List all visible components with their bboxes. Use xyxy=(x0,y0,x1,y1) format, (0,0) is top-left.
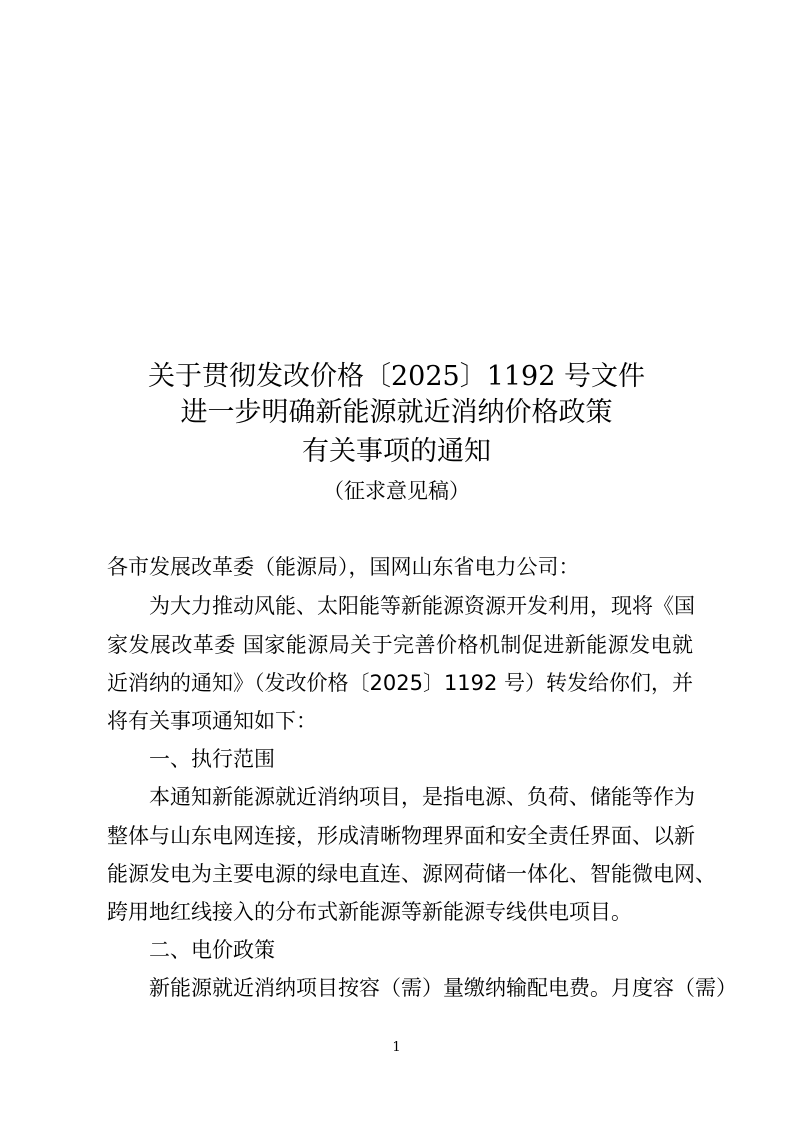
paragraph-line: 将有关事项通知如下： xyxy=(107,709,317,733)
salutation: 各市发展改革委（能源局），国网山东省电力公司： xyxy=(107,555,580,579)
title-subtitle: （征求意见稿） xyxy=(323,479,470,503)
section-heading-2: 二、电价政策 xyxy=(149,938,275,962)
paragraph-line: 家发展改革委 国家能源局关于完善价格机制促进新能源发电就 xyxy=(107,633,693,657)
section-heading-1: 一、执行范围 xyxy=(149,747,275,771)
paragraph-line: 跨用地红线接入的分布式新能源等新能源专线供电项目。 xyxy=(107,900,632,924)
title-line-3: 有关事项的通知 xyxy=(302,436,491,467)
paragraph-line: 新能源就近消纳项目按容（需）量缴纳输配电费。月度容（需） xyxy=(149,976,737,1000)
title-line-2: 进一步明确新能源就近消纳价格政策 xyxy=(180,397,613,428)
paragraph-line: 为大力推动风能、太阳能等新能源资源开发利用，现将《国 xyxy=(149,594,695,618)
paragraph-line: 能源发电为主要电源的绿电直连、源网荷储一体化、智能微电网、 xyxy=(107,862,716,886)
page-number: 1 xyxy=(392,1040,401,1055)
paragraph-line: 本通知新能源就近消纳项目，是指电源、负荷、储能等作为 xyxy=(149,785,695,809)
paragraph-line: 整体与山东电网连接，形成清晰物理界面和安全责任界面、以新 xyxy=(107,824,695,848)
title-line-1: 关于贯彻发改价格〔2025〕1192 号文件 xyxy=(147,361,645,392)
paragraph-line: 近消纳的通知》（发改价格〔2025〕1192 号）转发给你们，并 xyxy=(107,671,694,695)
